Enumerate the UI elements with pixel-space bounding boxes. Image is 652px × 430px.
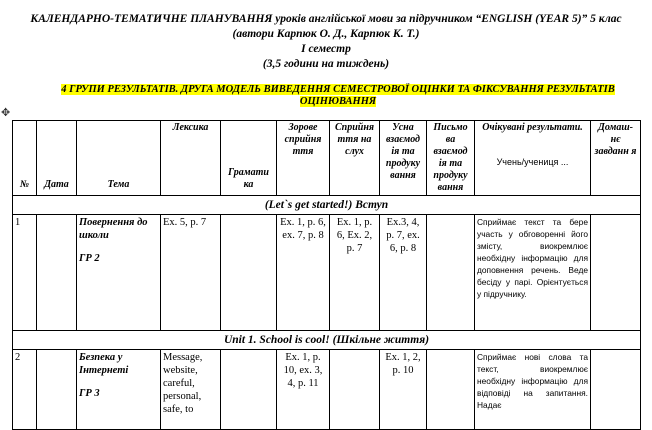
section-row [13, 331, 641, 350]
section-row [13, 196, 641, 215]
col-date: Дата [37, 121, 77, 196]
document-authors: (автори Карпюк О. Д., Карпюк К. Т.) [232, 28, 420, 40]
move-cross-icon[interactable]: ✥ [1, 106, 11, 119]
topic-title: Безпека у Інтернеті [79, 352, 129, 376]
cell-outcome: Сприймає текст та бере участь у обговоренні його змісту, виокремлює необхідну інформацію для доповнення речень. Веде бесіду у парі. Орієнтується у підручнику. [475, 215, 591, 331]
cell-homework[interactable] [591, 350, 641, 430]
col-vocab: Лексика [161, 121, 221, 196]
cell-grammar [221, 215, 277, 331]
col-reading: Зорове сприйня ття [277, 121, 330, 196]
cell-oral: Ex.3, 4, p. 7, ex. 6, p. 8 [380, 215, 427, 331]
cell-written [427, 350, 475, 430]
cell-listening [330, 350, 380, 430]
topic-group: ГР 3 [79, 388, 100, 399]
col-homework: Домаш- нє завданн я [591, 121, 641, 196]
document-hours: (3,5 години на тиждень) [262, 58, 390, 70]
table-row [13, 215, 641, 331]
cell-written [427, 215, 475, 331]
cell-num: 1 [13, 215, 37, 331]
cell-grammar [221, 350, 277, 430]
highlighted-note [38, 84, 638, 108]
cell-num: 2 [13, 350, 37, 430]
document-semester: І семестр [301, 43, 351, 55]
col-listening: Сприйня ття на слух [330, 121, 380, 196]
header-row [13, 121, 641, 196]
section-title: (Let`s get started!) Вступ [13, 196, 641, 215]
section-title: Unit 1. School is cool! (Шкільне життя) [13, 331, 641, 350]
cell-vocab: Message, website, careful, personal, safe, to [161, 350, 221, 430]
table-row [13, 350, 641, 430]
col-num: № [13, 121, 37, 196]
cell-date[interactable] [37, 215, 77, 331]
cell-reading: Ex. 1, p. 6, ex. 7, p. 8 [277, 215, 330, 331]
document-title: КАЛЕНДАРНО-ТЕМАТИЧНЕ ПЛАНУВАННЯ уроків англійської мови за підручником “ENGLISH (YEAR 5)” 5 клас [30, 13, 622, 25]
col-written: Письмо ва взаємод ія та продуку вання [427, 121, 475, 196]
cell-topic [77, 350, 161, 430]
col-outcomes [475, 121, 591, 196]
col-oral: Усна взаємод ія та продуку вання [380, 121, 427, 196]
cell-reading: Ex. 1, p. 10, ex. 3, 4, p. 11 [277, 350, 330, 430]
col-topic: Тема [77, 121, 161, 196]
highlighted-note-text: 4 ГРУПИ РЕЗУЛЬТАТІВ. ДРУГА МОДЕЛЬ ВИВЕДЕННЯ СЕМЕСТРОВОЇ ОЦІНКИ ТА ФІКСУВАННЯ РЕЗУЛЬТАТІВ ОЦІНЮВАННЯ [61, 84, 615, 107]
col-outcomes-subtitle: Учень/учениця ... [496, 157, 569, 167]
cell-vocab: Ex. 5, p. 7 [161, 215, 221, 331]
cell-listening: Ex. 1, p. 6, Ex. 2, p. 7 [330, 215, 380, 331]
cell-homework[interactable] [591, 215, 641, 331]
cell-topic [77, 215, 161, 331]
planning-table [12, 120, 641, 430]
col-grammar: Грамати ка [221, 121, 277, 196]
cell-oral: Ex. 1, 2, p. 10 [380, 350, 427, 430]
topic-title: Повернення до школи [79, 217, 148, 241]
topic-group: ГР 2 [79, 253, 100, 264]
col-outcomes-title: Очікувані результати. [482, 122, 583, 133]
cell-date[interactable] [37, 350, 77, 430]
cell-outcome: Сприймає нові слова та текст, виокремлює необхідну інформацію для відповіді на запитання. Надає [475, 350, 591, 430]
